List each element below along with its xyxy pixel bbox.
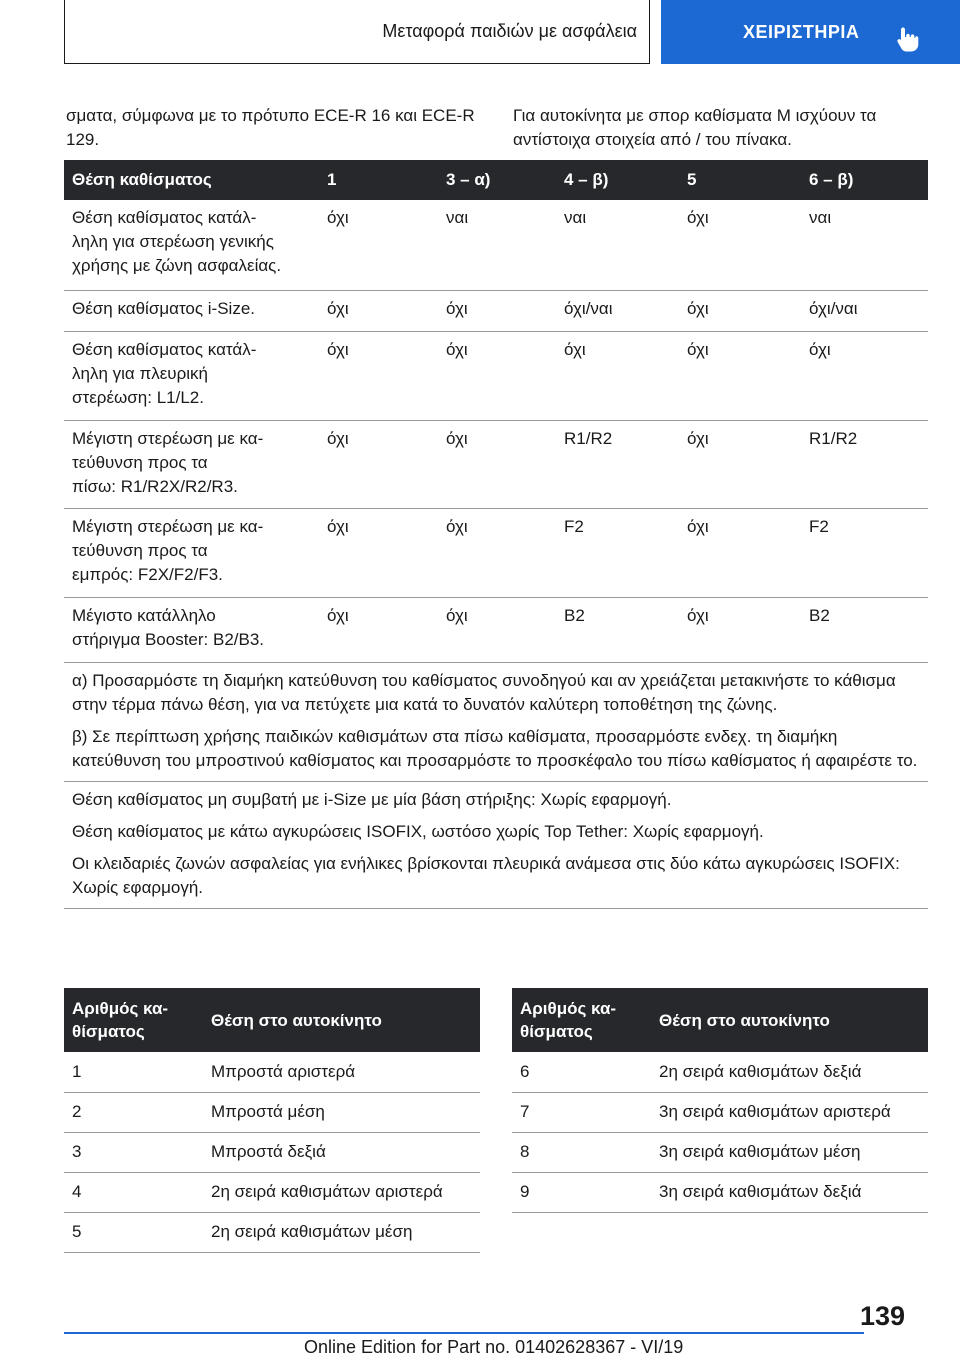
seat-number: 5 — [64, 1212, 203, 1252]
footer-rule — [64, 1332, 864, 1334]
seat-position: 2η σειρά καθισμάτων δεξιά — [651, 1052, 928, 1092]
remark: Θέση καθίσματος μη συμβατή με i-Size με μία βάση στήριξης: Χωρίς εφαρμογή. — [72, 790, 672, 809]
intro-text-left: σματα, σύμφωνα με το πρότυπο ECE-R 16 και ECE-R 129. — [66, 106, 475, 149]
row-label — [64, 290, 319, 331]
footnote-b: β) Σε περίπτωση χρήσης παιδικών καθισμάτων στα πίσω καθίσματα, προσαρμόστε ενδεχ. τη διαμήκη κατεύθυνση του μπροστινού καθίσματος και προσαρμόστε το προσκέφαλο του πίσω καθίσματος ή αφαιρέστε το. — [72, 727, 918, 770]
page-number: 139 — [860, 1301, 906, 1331]
header-cell: 4 – β) — [556, 160, 679, 200]
table-row — [512, 1132, 928, 1172]
header-cell: Θέση στο αυτοκίνητο — [651, 988, 928, 1052]
table-cell: όχι — [438, 508, 556, 597]
table-cell: R1/R2 — [556, 420, 679, 508]
table-cell: όχι — [319, 200, 438, 290]
table-cell: όχι — [679, 331, 801, 420]
table-cell: όχι — [556, 331, 679, 420]
table-cell: ναι — [438, 200, 556, 290]
seat-number: 8 — [512, 1132, 651, 1172]
footnote-a: α) Προσαρμόστε τη διαμήκη κατεύθυνση του καθίσματος συνοδηγού και αν χρειάζεται μετακινήστε το κάθισμα στην τέρμα πάνω θέση, για να πετύχετε μια κατά το δυνατόν καλύτερη τοποθέτηση της ζώνης. — [72, 671, 896, 714]
seat-position: Μπροστά αριστερά — [203, 1052, 480, 1092]
header-cell: 5 — [679, 160, 801, 200]
table-row — [64, 290, 928, 331]
table-cell: όχι — [438, 290, 556, 331]
section-title-box — [64, 0, 650, 64]
header-cell — [64, 988, 203, 1052]
header-cell: Θέση καθίσματος — [64, 160, 319, 200]
table-row — [64, 200, 928, 290]
row-label — [64, 420, 319, 508]
table-row — [64, 1172, 480, 1212]
table-cell: B2 — [556, 597, 679, 662]
remarks-block — [64, 782, 928, 909]
table-row — [64, 597, 928, 662]
table-cell: ναι — [801, 200, 928, 290]
table-row — [64, 508, 928, 597]
cell-text: Θέση καθίσματος κατάλ- ληλη για στερέωση γενικής χρήσης με ζώνη ασφαλείας. — [72, 208, 282, 275]
header-cell: 1 — [319, 160, 438, 200]
header-text: Αριθμός κα- θίσματος — [72, 999, 169, 1041]
table-cell: όχι — [801, 331, 928, 420]
table-row — [64, 1132, 480, 1172]
table-cell: όχι — [679, 200, 801, 290]
header-cell: 3 – α) — [438, 160, 556, 200]
row-label — [64, 597, 319, 662]
table-header-row — [64, 988, 480, 1052]
table-cell: ναι — [556, 200, 679, 290]
section-title: Μεταφορά παιδιών με ασφάλεια — [382, 21, 637, 41]
table-row — [64, 1052, 480, 1092]
table-cell: όχι — [679, 508, 801, 597]
seat-position: Μπροστά μέση — [203, 1092, 480, 1132]
row-label — [64, 508, 319, 597]
seat-position: 3η σειρά καθισμάτων δεξιά — [651, 1172, 928, 1212]
table-cell: όχι — [438, 331, 556, 420]
seat-position: 3η σειρά καθισμάτων αριστερά — [651, 1092, 928, 1132]
intro-text-right: Για αυτοκίνητα με σπορ καθίσματα M ισχύουν τα αντίστοιχα στοιχεία από / του πίνακα. — [513, 106, 877, 149]
table-cell: όχι/ναι — [556, 290, 679, 331]
row-label — [64, 331, 319, 420]
table-row — [512, 1092, 928, 1132]
cell-text: Μέγιστο κατάλληλο στήριγμα Booster: B2/B3. — [72, 605, 265, 649]
table-cell: όχι — [319, 331, 438, 420]
table-cell: όχι/ναι — [801, 290, 928, 331]
remark: Θέση καθίσματος με κάτω αγκυρώσεις ISOFIX, ωστόσο χωρίς Top Tether: Χωρίς εφαρμογή. — [72, 822, 764, 841]
seat-number: 6 — [512, 1052, 651, 1092]
footnotes-block — [64, 663, 928, 782]
cell-text: Μέγιστη στερέωση με κα- τεύθυνση προς τα πίσω: R1/R2X/R2/R3. — [72, 428, 264, 496]
table-cell: όχι — [319, 420, 438, 508]
edition-note: Online Edition for Part no. 01402628367 - VI/19 — [304, 1337, 684, 1357]
chapter-title: ΧΕΙΡΙΣΤΗΡΙΑ — [743, 21, 860, 42]
table-cell: B2 — [801, 597, 928, 662]
header-cell: 6 – β) — [801, 160, 928, 200]
table-cell: όχι — [319, 597, 438, 662]
seat-position: Μπροστά δεξιά — [203, 1132, 480, 1172]
seat-position: 2η σειρά καθισμάτων μέση — [203, 1212, 480, 1252]
remark: Οι κλειδαριές ζωνών ασφαλείας για ενήλικες βρίσκονται πλευρικά ανάμεσα στις δύο κάτω αγκυρώσεις ISOFIX: Χωρίς εφαρμογή. — [72, 854, 900, 897]
seat-number-table-left — [64, 988, 480, 1253]
seat-suitability-table — [64, 160, 928, 663]
table-cell: R1/R2 — [801, 420, 928, 508]
seat-number: 1 — [64, 1052, 203, 1092]
seat-number: 4 — [64, 1172, 203, 1212]
cell-text: Θέση καθίσματος i-Size. — [72, 298, 256, 318]
table-cell: όχι — [319, 290, 438, 331]
table-cell: όχι — [438, 597, 556, 662]
table-header-row — [512, 988, 928, 1052]
pointing-hand-icon — [896, 26, 920, 52]
table-cell: όχι — [679, 290, 801, 331]
table-cell: F2 — [801, 508, 928, 597]
cell-text: Θέση καθίσματος κατάλ- ληλη για πλευρική στερέωση: L1/L2. — [72, 339, 257, 407]
table-row — [64, 331, 928, 420]
header-cell — [512, 988, 651, 1052]
table-header-row — [64, 160, 928, 200]
seat-number: 7 — [512, 1092, 651, 1132]
table-row — [64, 1212, 480, 1252]
table-row — [64, 1092, 480, 1132]
table-cell: F2 — [556, 508, 679, 597]
table-cell: όχι — [679, 420, 801, 508]
seat-position: 3η σειρά καθισμάτων μέση — [651, 1132, 928, 1172]
table-row — [512, 1052, 928, 1092]
header-cell: Θέση στο αυτοκίνητο — [203, 988, 480, 1052]
table-cell: όχι — [679, 597, 801, 662]
table-cell: όχι — [438, 420, 556, 508]
table-notes — [64, 663, 928, 909]
seat-number-table-right — [512, 988, 928, 1213]
seat-number: 9 — [512, 1172, 651, 1212]
seat-number: 2 — [64, 1092, 203, 1132]
row-label — [64, 200, 319, 290]
table-cell: όχι — [319, 508, 438, 597]
table-row — [64, 420, 928, 508]
header-text: Αριθμός κα- θίσματος — [520, 999, 617, 1041]
cell-text: Μέγιστη στερέωση με κα- τεύθυνση προς τα εμπρός: F2X/F2/F3. — [72, 516, 264, 584]
seat-position: 2η σειρά καθισμάτων αριστερά — [203, 1172, 480, 1212]
seat-number: 3 — [64, 1132, 203, 1172]
table-row — [512, 1172, 928, 1212]
